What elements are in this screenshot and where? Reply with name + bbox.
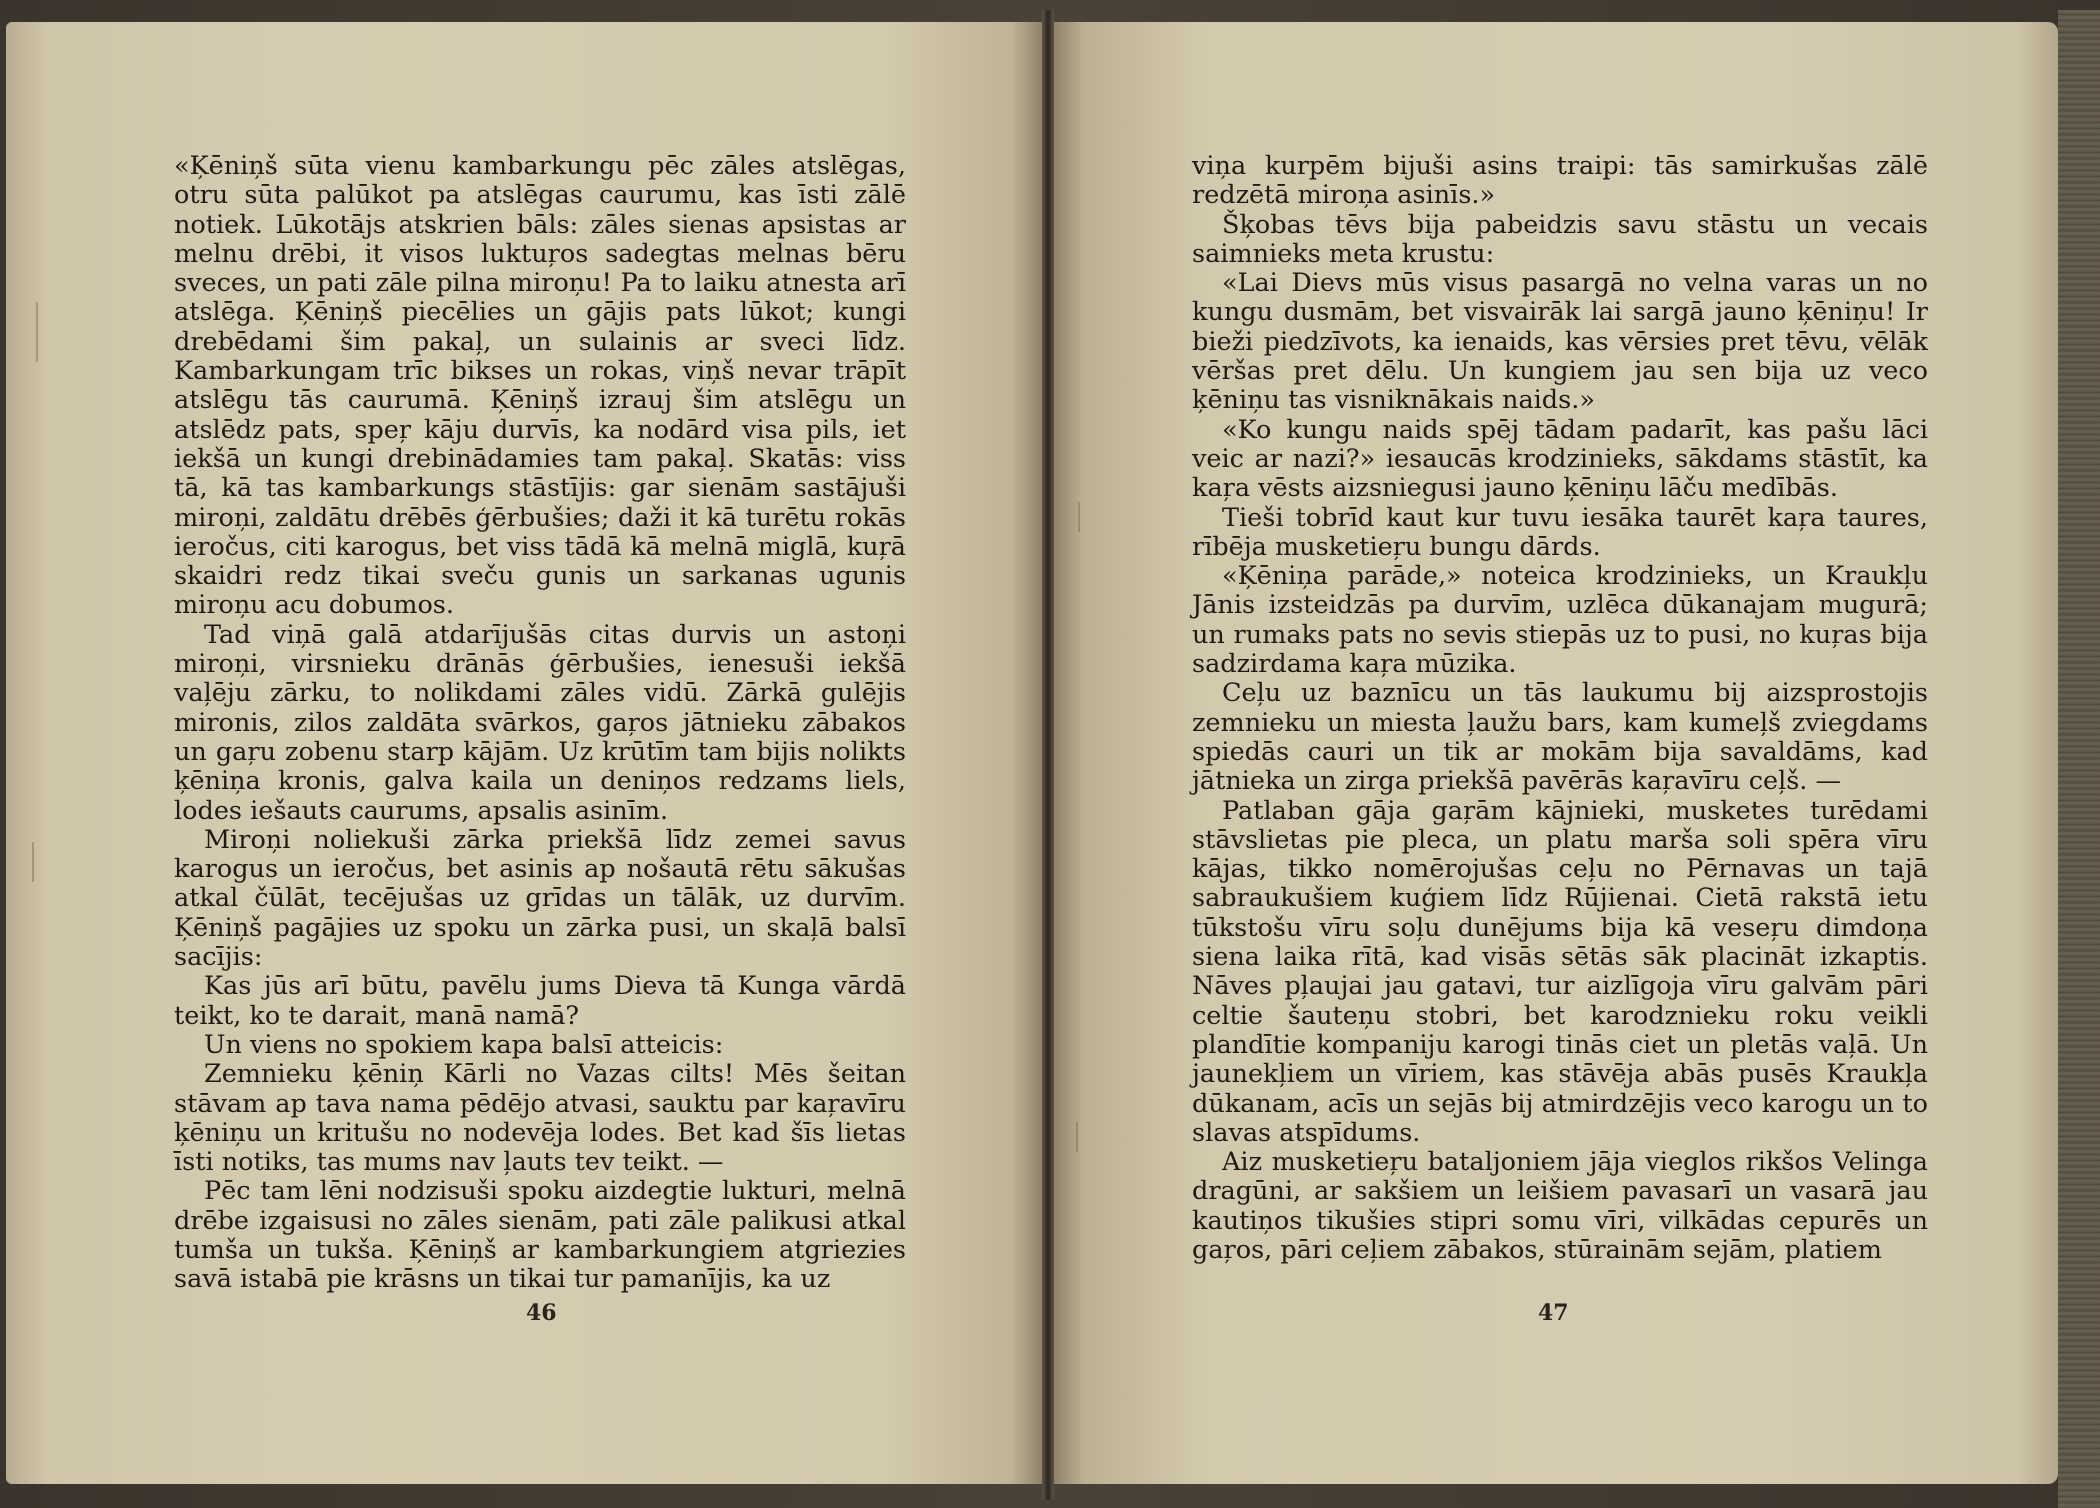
paragraph: Un viens no spokiem kapa balsī atteicis: — [204, 1029, 724, 1060]
book-cover-edge — [2058, 10, 2100, 1508]
page-number: 46 — [526, 1300, 557, 1326]
margin-mark — [32, 842, 34, 882]
paragraph: Kas jūs arī būtu, pavēlu jums Dieva tā Kunga vārdā teikt, ko te darait, manā namā? — [174, 971, 906, 1031]
paragraph: Miroņi noliekuši zārka priekšā līdz zemei savus karogus un ieročus, bet asinis ap nošautā rētu sākušas atkal čūlāt, tecējušas uz grīdas un tālāk, uz durvīm. Ķēniņš pagājies uz spoku un zārka pusi, un skaļā balsī sacījis: — [174, 824, 906, 973]
left-page — [6, 22, 1042, 1484]
paragraph: Zemnieku ķēniņ Kārli no Vazas cilts! Mēs šeitan stāvam ap tava nama pēdējo atvasi, sauktu par kaŗavīru ķēniņu un kritušu no nodevēja lodes. Bet kad šīs lietas īsti notiks, tas mums nav ļauts tev teikt. — — [174, 1059, 906, 1178]
paragraph: «Ķēniņš sūta vienu kambarkungu pēc zāles atslēgas, otru sūta palūkot pa atslēgas caurumu, kas īsti zālē notiek. Lūkotājs atskrien bāls: zāles sienas apsistas ar melnu drēbi, it visos luktuŗos sadegtas melnas bēru sveces, un pati zāle pilna miroņu! Pa to laiku atnesta arī atslēga. Ķēniņš piecēlies un gājis pats lūkot; kungi drebēdami šim pakaļ, un sulainis ar sveci līdz. Kambarkungam trīc bikses un rokas, viņš nevar trāpīt atslēgu tās caurumā. Ķēniņš izrauj šim atslēgu un atslēdz pats, speŗ kāju durvīs, ka nodārd visa pils, iet iekšā un kungi drebinādamies tam pakaļ. Skatās: viss tā, kā tas kambarkungs stāstījis: gar sienām sastājuši miroņi, zaldātu drēbēs ģērbušies; daži it kā turētu rokās ieročus, citi karogus, bet viss tādā kā melnā miglā, kuŗā skaidri redz tikai sveču gunis un sarkanas ugunis miroņu acu dobumos. — [174, 151, 906, 621]
paragraph: Patlaban gāja gaŗām kājnieki, musketes turēdami stāvslietas pie pleca, un platu marša soli spēra vīru kājas, tikko nomērojušas ceļu no Pērnavas un tajā sabraukušiem kuģiem līdz Rūjienai. Cietā rakstā ietu tūkstošu vīru soļu dunējums bija kā veseŗu dimdoņa siena laika rītā, kad visās sētās sāk placināt izkaptis. Nāves pļaujai jau gatavi, tur aizlīgoja vīru galvām pāri celtie šauteņu stobri, bet karodznieku roku veikli plandītie kompaniju karogi tinās ciet un pletās vaļā. Un jaunekļiem un vīriem, kas stāvēja abās pusēs Kraukļa dūkanam, acīs un sejās bij atmirdzējis veco karogu un to slavas atspīdums. — [1192, 795, 1928, 1148]
right-page — [1054, 22, 2058, 1484]
margin-mark — [36, 302, 38, 362]
paragraph: Tad viņā galā atdarījušās citas durvis un astoņi miroņi, virsnieku drānās ģērbušies, ienesuši iekšā vaļēju zārku, to nolikdami zāles vidū. Zārkā gulējis mironis, zilos zaldāta svārkos, gaŗos jātnieku zābakos un gaŗu zobenu starp kājām. Uz krūtīm tam bijis nolikts ķēniņa kronis, galva kaila un deniņos redzams liels, lodes iešauts caurums, apsalis asinīm. — [174, 619, 906, 826]
paragraph: Pēc tam lēni nodzisuši spoku aizdegtie lukturi, melnā drēbe izgaisusi no zāles sienām, pati zāle palikusi atkal tumša un tukša. Ķēniņš ar kambarkungiem atgriezies savā istabā pie krāsns un tikai tur pamanījis, ka uz — [174, 1176, 906, 1295]
paragraph: Tieši tobrīd kaut kur tuvu iesāka taurēt kaŗa taures, rībēja musketieŗu bungu dārds. — [1192, 502, 1928, 562]
book-gutter — [1042, 10, 1054, 1500]
margin-mark — [1076, 1122, 1078, 1152]
paragraph: Aiz musketieŗu bataljoniem jāja vieglos rikšos Velinga dragūni, ar sakšiem un leišiem pavasarī un vasarā jau kautiņos tikušies stipri somu vīri, vilkādas cepurēs un gaŗos, pāri ceļiem zābakos, stūrainām sejām, platiem — [1192, 1147, 1928, 1265]
paragraph: «Ķēniņa parāde,» noteica krodzinieks, un Kraukļu Jānis izsteidzās pa durvīm, uzlēca dūkanajam mugurā; un rumaks pats no sevis stiepās uz to pusi, no kuŗas bija sadzirdama kaŗa mūzika. — [1192, 561, 1928, 680]
paragraph: viņa kurpēm bijuši asins traipi: tās samirkušas zālē redzētā miroņa asinīs.» — [1192, 151, 1928, 211]
paragraph: Ceļu uz baznīcu un tās laukumu bij aizsprostojis zemnieku un miesta ļaužu bars, kam kumeļš zviegdams spiedās cauri un tik ar mokām bija savaldāms, kad jātnieka un zirga priekšā pavērās kaŗavīru ceļš. — — [1192, 678, 1928, 797]
paragraph: «Lai Dievs mūs visus pasargā no velna varas un no kungu dusmām, bet visvairāk lai sargā jauno ķēniņu! Ir bieži piedzīvots, ka ienaids, kas vērsies pret tēvu, vēlāk vēršas pret dēlu. Un kungiem jau sen bija uz veco ķēniņu tas visniknākais naids.» — [1192, 268, 1928, 416]
paragraph: Šķobas tēvs bija pabeidzis savu stāstu un vecais saimnieks meta krustu: — [1192, 209, 1928, 269]
left-page-text — [174, 152, 906, 1295]
margin-mark — [1078, 502, 1080, 532]
paragraph: «Ko kungu naids spēj tādam padarīt, kas pašu lāci veic ar nazi?» iesaucās krodzinieks, sākdams stāstīt, ka kaŗa vēsts aizsniegusi jauno ķēniņu lāču medībās. — [1192, 414, 1928, 504]
page-number: 47 — [1538, 1300, 1569, 1326]
right-page-text — [1192, 152, 1928, 1265]
